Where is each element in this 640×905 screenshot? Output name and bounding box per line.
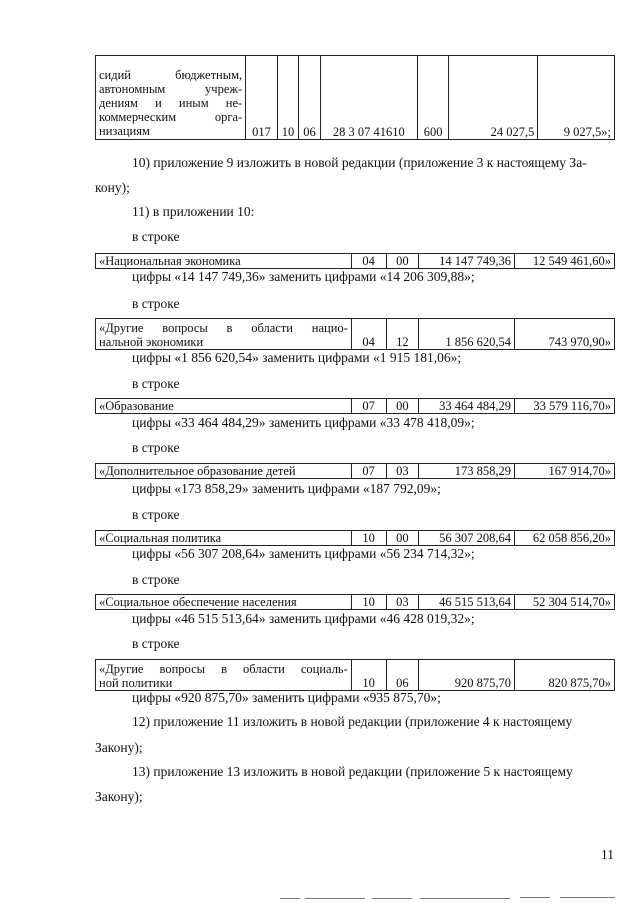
replace-note: цифры «56 307 208,64» заменить цифрами «56 234 714,32»; <box>132 546 475 561</box>
in-line-label: в строке <box>132 440 180 455</box>
value-2: 9 027,5»; <box>538 56 615 140</box>
paragraph-13-line-2: Закону); <box>95 789 143 804</box>
subsection-code: 00 <box>386 254 419 269</box>
value-1: 33 464 484,29 <box>419 399 515 414</box>
row-name-line: «Другие вопросы в области социаль- <box>99 662 348 676</box>
name-line: дениям и иным не- <box>99 96 243 110</box>
target-code: 28 3 07 41610 <box>320 56 417 140</box>
row-name: «Дополнительное образование детей <box>96 464 352 479</box>
paragraph-10-line-2: кону); <box>95 180 130 195</box>
row-name-line: нальной экономики <box>99 335 204 349</box>
amend-table <box>95 530 615 546</box>
in-line-label: в строке <box>132 636 180 651</box>
amend-table <box>95 659 615 691</box>
subsection-code: 03 <box>386 464 419 479</box>
section-code: 04 <box>351 319 386 350</box>
row-name: «Национальная экономика <box>96 254 352 269</box>
row-name-cell <box>96 319 352 350</box>
scan-artifact <box>280 898 300 899</box>
name-line: низациям <box>99 124 150 138</box>
section-code: 07 <box>351 399 386 414</box>
amend-table <box>95 594 615 610</box>
scan-artifact <box>560 897 615 898</box>
name-line: коммерческим орга- <box>99 110 243 124</box>
value-1: 920 875,70 <box>419 660 515 691</box>
page-number: 11 <box>601 847 614 862</box>
row-name-cell <box>96 660 352 691</box>
subsection-code: 06 <box>299 56 320 140</box>
amend-table <box>95 253 615 269</box>
row-name: «Образование <box>96 399 352 414</box>
row-name-line: «Другие вопросы в области нацио- <box>99 321 348 335</box>
scan-artifact <box>305 898 365 899</box>
value-2: 167 914,70» <box>514 464 614 479</box>
row-name-line: ной политики <box>99 676 173 690</box>
value-2: 743 970,90» <box>514 319 614 350</box>
section-code: 10 <box>351 531 386 546</box>
paragraph-12-line-1: 12) приложение 11 изложить в новой редакции (приложение 4 к настоящему <box>132 714 573 729</box>
value-1: 14 147 749,36 <box>419 254 515 269</box>
value-1: 46 515 513,64 <box>419 595 515 610</box>
replace-note: цифры «920 875,70» заменить цифрами «935 875,70»; <box>132 690 441 705</box>
scan-artifact <box>420 898 510 899</box>
replace-note: цифры «46 515 513,64» заменить цифрами «46 428 019,32»; <box>132 611 475 626</box>
replace-note: цифры «1 856 620,54» заменить цифрами «1 915 181,06»; <box>132 350 462 365</box>
replace-note: цифры «173 858,29» заменить цифрами «187 792,09»; <box>132 481 441 496</box>
value-1: 56 307 208,64 <box>419 531 515 546</box>
section-code: 10 <box>277 56 298 140</box>
in-line-label: в строке <box>132 507 180 522</box>
subsection-code: 00 <box>386 531 419 546</box>
scan-artifact <box>372 898 412 899</box>
value-2: 33 579 116,70» <box>514 399 614 414</box>
value-1: 24 027,5 <box>449 56 538 140</box>
row-name: «Социальное обеспечение населения <box>96 595 352 610</box>
top-table <box>95 55 615 140</box>
name-line: автономным учреж- <box>99 82 243 96</box>
name-line: сидий бюджетным, <box>99 68 243 82</box>
paragraph-10-line-1: 10) приложение 9 изложить в новой редакции (приложение 3 к настоящему За- <box>132 155 587 170</box>
section-code: 04 <box>351 254 386 269</box>
section-code: 07 <box>351 464 386 479</box>
in-line-label: в строке <box>132 572 180 587</box>
row-name: «Социальная политика <box>96 531 352 546</box>
subsection-code: 03 <box>386 595 419 610</box>
in-line-label: в строке <box>132 296 180 311</box>
amend-table <box>95 463 615 479</box>
top-table-name-cell <box>96 56 246 140</box>
value-1: 173 858,29 <box>419 464 515 479</box>
value-2: 62 058 856,20» <box>514 531 614 546</box>
paragraph-11: 11) в приложении 10: <box>132 204 255 219</box>
value-2: 820 875,70» <box>514 660 614 691</box>
paragraph-12-line-2: Закону); <box>95 740 143 755</box>
value-2: 12 549 461,60» <box>514 254 614 269</box>
expense-type-code: 600 <box>417 56 449 140</box>
amend-table <box>95 398 615 414</box>
value-1: 1 856 620,54 <box>419 319 515 350</box>
amend-table <box>95 318 615 350</box>
in-line-label: в строке <box>132 229 180 244</box>
replace-note: цифры «33 464 484,29» заменить цифрами «33 478 418,09»; <box>132 415 475 430</box>
subsection-code: 12 <box>386 319 419 350</box>
paragraph-13-line-1: 13) приложение 13 изложить в новой редакции (приложение 5 к настоящему <box>132 764 573 779</box>
section-code: 10 <box>351 660 386 691</box>
scan-artifact <box>520 897 550 898</box>
section-code: 10 <box>351 595 386 610</box>
subsection-code: 06 <box>386 660 419 691</box>
replace-note: цифры «14 147 749,36» заменить цифрами «14 206 309,88»; <box>132 269 475 284</box>
subsection-code: 00 <box>386 399 419 414</box>
value-2: 52 304 514,70» <box>514 595 614 610</box>
ministry-code: 017 <box>246 56 278 140</box>
in-line-label: в строке <box>132 376 180 391</box>
